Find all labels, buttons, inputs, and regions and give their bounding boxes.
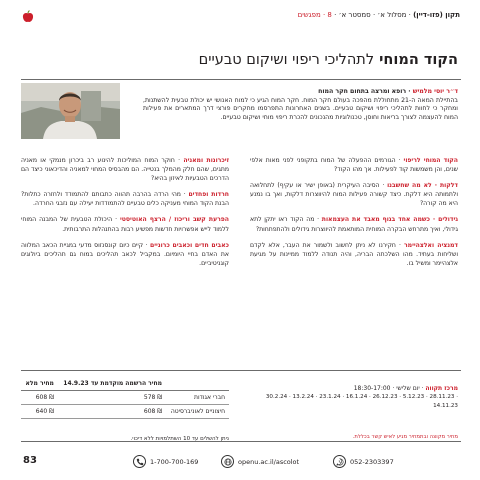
footer-whatsapp-text: 052-2303397: [350, 457, 394, 466]
topic-heading: דלקות · לא מה שחשבנו: [387, 182, 458, 190]
topic-paragraph: [21, 215, 229, 233]
program-label: מסלול א׳ · סמסטר א׳: [338, 11, 407, 19]
topic-heading: גידולים · כשמה אחד בגוף מאבד את העצמאות: [321, 216, 458, 224]
topic-heading: זיכרונות ומאניה: [183, 157, 230, 164]
page-title: [18, 52, 458, 68]
topic-text: · הגורמים ההפעלה של המוח בתקופני לפני מאות אלפי שנים, והן משמשות קוד לפעילות. אך מהו הקוד?: [250, 157, 458, 174]
topic-paragraph: [21, 156, 229, 183]
topic-text: · היכולת הטבעית של המבנה המוחי ללמוד לייש אפשרויות חדשות מפשיע רבות בהתנהלות התרבותית.: [21, 216, 229, 233]
topic-heading: הקוד המוחי לריפוי: [403, 157, 458, 164]
topic-text: · הסיבה העיקרית (באופן ישיר או עקיף) לתחלואה ולתמותה היא דלקת. כיצד קשורה פעילות המוח להיווצרות דלקות, ואך בו נמנע היא מה קורה?: [250, 182, 458, 208]
topic-heading: כאבים חדים וכאבים כרוניים: [150, 241, 229, 249]
schedule-line: [250, 384, 458, 393]
topic-text: · מהי הרדה בהרבה תהווה כתבותם להתמודד ולחזרה כתלות? הבנת הקוד המוחי מעניקה כלים טבעיים להתמודדות יעילה עם נזבגי החרדה.: [21, 191, 229, 208]
apple-logo-icon: [22, 10, 34, 23]
pricing-label: חברי אגודות: [166, 391, 229, 405]
footer-whatsapp[interactable]: [333, 455, 394, 468]
pricing-early: 578 ₪: [58, 391, 166, 405]
lecturer-role: · רופא ומרצה בתחום חקר המוח: [318, 88, 413, 95]
pricing-header: [166, 378, 229, 391]
header-breadcrumb: תקון (פזו-דיין) · מסלול א׳ · סמסטר א׳ · 8 · מפגשים: [297, 11, 460, 19]
phone-icon: [133, 455, 146, 468]
web-icon: [221, 455, 234, 468]
pricing-header-row: [21, 378, 229, 391]
topic-heading: חרדות ופחדים: [188, 191, 229, 199]
topic-paragraph: [250, 215, 458, 233]
lecturer-name: ד״ר יוסי מלמיש: [412, 88, 458, 95]
sessions-label: 8 · מפגשים: [297, 11, 332, 19]
divider-top: [21, 79, 461, 80]
topic-heading: דמנציה ואלצהיימר: [403, 241, 458, 249]
schedule-location: מרכז תקווה: [425, 385, 458, 392]
footer-website[interactable]: [221, 455, 299, 468]
footer-website-text: openu.ac.il/ascolot: [238, 457, 300, 466]
page-header: [20, 10, 460, 24]
page-number: 83: [23, 455, 37, 466]
topic-paragraph: [21, 190, 229, 208]
whatsapp-icon: [333, 455, 346, 468]
schedule-dates: 30.2.24 · 13.2.24 · 23.1.24 · 16.1.24 · 26.12.23 · 5.12.23 · 28.11.23 · 14.11.23: [265, 394, 458, 409]
pricing-header: מחיר הרשמה מוקדמת עד 14.9.23: [58, 378, 166, 391]
lecturer-bio: [143, 88, 458, 122]
schedule-block: [250, 384, 458, 411]
lecturer-text: בהתיילת המאה ה-21 מתחוללת מהפכה בעולם חקר המוח. חקר המוח הגיע כי למוח האנושי יש יכולת טבעית להשתנות, ומחקר כי לחוות לתהליכי ריפוי ושיקום טבעיים. בשנים האחרונות התפרסמו מחקרים פורצי דרך המתארים את פעילות המוח להעצמה לצורך בריאות וחוסן, טכנולוגיות מהנכונים להכרת ריפוי מוחי ושיקום טבעיים.: [143, 96, 458, 121]
topic-text: · קיים כיום קונסנזוס מדעי במגיית הכאב המלווה את האדם בחיי היומיום. במקביל לכאב תהליכים במוח גם תהליכים ביולוגים קוגניטיביים.: [21, 241, 229, 267]
topic-paragraph: [250, 241, 458, 268]
topic-paragraph: [250, 156, 458, 174]
topic-text: · חוקר המוח המוליכות להינוע רב ביכרון מנמקי או מאניה מתגים, שהם חלק מהמלך בנטייה. הם מהבסיס המחוי למאניה והדיכאוני כיצד הם הדרכים הטבעיות לאיזון בהיא?: [21, 157, 229, 183]
schedule-details: · יום שלישי · 18:30-17:00: [353, 385, 426, 392]
title-bold: הקוד המוחי: [379, 52, 458, 68]
footer-note: מחיר מקוצה ובתמחיר מגיע לאיש קשר בכללת.: [352, 434, 458, 440]
table-row: [21, 391, 229, 405]
footer-phone[interactable]: [133, 455, 198, 468]
topic-paragraph: [21, 241, 229, 268]
pricing-full: 640 ₪: [21, 405, 58, 419]
pricing-label: חיצוניים לאוניברסיטה: [166, 405, 229, 419]
topics-column-right: [250, 156, 458, 275]
topics-column-left: [21, 156, 229, 275]
pricing-full: 608 ₪: [21, 391, 58, 405]
topic-paragraph: [250, 181, 458, 208]
footer-phone-text: 1-700-700-169: [150, 457, 199, 466]
topic-text: · חקירנו לא ניתן לחשוב ולשמור את העבר, אלא לקדם ושליחות בעתיד. מהו השלכתה הבריה, והיה תנודה ללמוד ממיינות על מגיעת אלצהיימר ומשיל בו.: [250, 241, 458, 267]
lecturer-photo: [21, 83, 120, 139]
title-light: לתהליכי ריפוי ושיקום טבעיים: [198, 52, 375, 68]
topic-heading: הפרעת קשב וריכוז / הרצף האוטיסטי: [119, 216, 229, 224]
pricing-header: מחיר מלא: [21, 378, 58, 391]
pricing-note: ניתן להשלים עד 10 השתלמויות ללא דיכוי.: [130, 436, 229, 442]
pricing-early: 608 ₪: [58, 405, 166, 419]
divider-bottom: [21, 441, 461, 442]
course-code: תקון (פזו-דיין): [413, 11, 460, 19]
page-footer: [21, 452, 461, 472]
topic-text: · מה הקוד ראו יתקן לתא גידולי, ואיך מתרחש הבקרה המוחית המותאמת להיווצרות גידולים ולהתפתחות?: [250, 216, 458, 233]
table-row: [21, 405, 229, 419]
pricing-table: [21, 378, 229, 419]
divider-schedule: [21, 370, 461, 371]
